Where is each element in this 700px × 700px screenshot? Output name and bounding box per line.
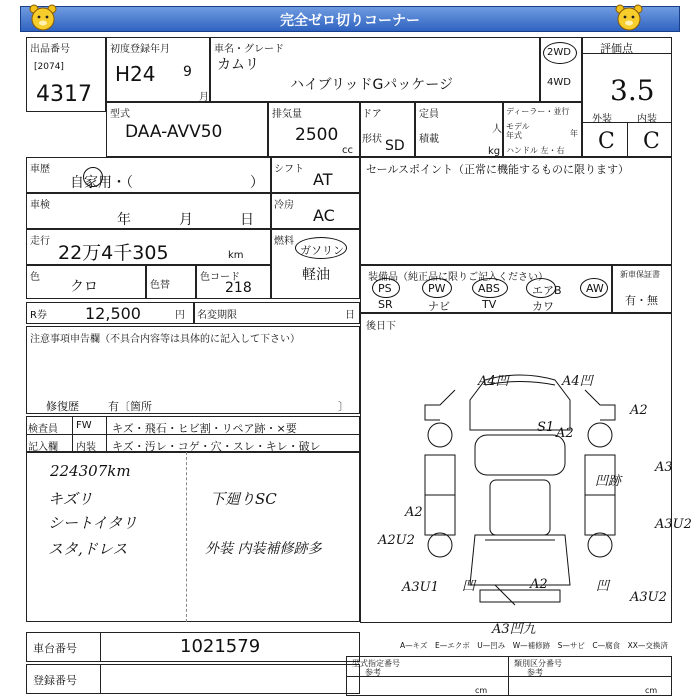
color-value: クロ (70, 279, 98, 295)
handle-label: ハンドル 左・右 (506, 146, 565, 155)
mark-a3u1-left: A3U1 (402, 580, 439, 595)
header-band (20, 6, 680, 32)
mark-a2-left: A2 (405, 505, 423, 520)
inspection-box (26, 193, 271, 229)
aircon-value: AC (313, 206, 335, 225)
mark-a2-rear: A2 (530, 577, 548, 592)
history-box (26, 157, 271, 193)
door-label: ドア (362, 109, 382, 120)
note-scratch: キズリ (48, 490, 93, 508)
note-seat: シートイタリ (48, 514, 138, 532)
mileage-value: 22万4千305 (58, 242, 169, 264)
checklist-row2-items: キズ・汚レ・コゲ・穴・スレ・キレ・破レ (112, 440, 321, 453)
shift-value: AT (313, 170, 333, 189)
inspection-label: 車検 (30, 200, 50, 211)
recycle-value: 12,500 (85, 304, 141, 323)
car-name: カムリ (217, 57, 259, 73)
score-label: 評価点 (600, 42, 633, 55)
repair-label: 修復歴 (46, 400, 79, 413)
form-ref: 参考 (365, 668, 381, 677)
mark-a3-right: A3 (655, 460, 673, 475)
color-change-label: 色替 (150, 280, 170, 291)
score-ext: C (598, 129, 615, 154)
model-label: 型式 (110, 109, 130, 120)
equip-aw: AW (586, 282, 604, 295)
notes-label: 注意事項申告欄（不具合内容等は具体的に記入して下さい） (30, 334, 300, 345)
first-reg-year: H24 (115, 62, 156, 86)
aircon-label: 冷房 (274, 200, 294, 211)
equip-navi: ナビ (428, 300, 450, 313)
displacement-unit: cc (342, 145, 353, 156)
rear-seat-label: 後日下 (366, 321, 396, 332)
model-year-label: モデル年式 (506, 122, 530, 140)
inspection-year-unit: 年 (117, 212, 131, 228)
color-label: 色 (30, 272, 40, 283)
mileage-unit: km (228, 250, 244, 261)
fuel-diesel: 軽油 (302, 267, 330, 283)
shift-label: シフト (274, 164, 304, 175)
warranty-label: 新車保証書 (620, 270, 660, 279)
checklist-row1-items: キズ・飛石・ヒビ割・リペア跡・×要 (112, 422, 297, 435)
chassis-value: 1021579 (180, 636, 261, 657)
repair-close: 〕 (338, 400, 349, 413)
capacity-label: 定員 (419, 109, 439, 120)
equip-aw-circle (580, 278, 608, 298)
fuel-gasoline: ガソリン (300, 244, 344, 257)
first-reg-label: 初度登録年月 (110, 44, 170, 55)
model-year-unit: 年 (570, 129, 578, 138)
car-name-label: 車名・グレード (214, 44, 284, 55)
score-int-label: 内装 (637, 114, 657, 125)
header-title: 完全ゼロ切りコーナー (280, 13, 420, 29)
mark-dent-right: 凹跡 (595, 474, 622, 489)
score-value: 3.5 (610, 74, 655, 107)
fuel-label: 燃料 (274, 236, 294, 247)
note-repairs: 外装 内装補修跡多 (205, 541, 322, 557)
equip-pw: PW (428, 282, 446, 295)
equip-ps-circle (372, 278, 400, 298)
mark-a2u2-left: A2U2 (378, 533, 415, 548)
drive-2wd: 2WD (547, 47, 571, 58)
class-label: 類別区分番号 (514, 659, 562, 668)
name-change-unit: 日 (345, 310, 355, 321)
inspection-day-unit: 日 (240, 212, 254, 228)
warranty-value: 有・無 (625, 294, 658, 307)
form-label: 型式指定番号 (352, 659, 400, 668)
checklist-row1-label: 検査員 (28, 424, 58, 435)
form-cm: cm (475, 686, 488, 695)
load-label: 積載 (419, 134, 439, 145)
mark-a2-front-right: A2 (630, 403, 648, 418)
sales-label: セールスポイント（正常に機能するものに限ります） (366, 163, 630, 176)
lot-sub-number: [2074] (34, 62, 64, 72)
dealer-label: ディーラー・並行 (506, 107, 570, 116)
mascot-bear-icon (614, 3, 644, 33)
equip-sr: SR (378, 298, 393, 311)
displacement-label: 排気量 (272, 109, 302, 120)
capacity-unit: 人 (492, 124, 502, 135)
mark-a3u2-right: A3U2 (655, 517, 692, 532)
history-label: 車歴 (30, 164, 50, 175)
score-ext-label: 外装 (592, 114, 612, 125)
door-shape-label: 形状 (362, 134, 382, 145)
checklist-row2-tag: 内装 (76, 442, 96, 453)
equip-leather: カワ (532, 300, 554, 313)
mark-dent-rear-left: 凹 (462, 579, 476, 594)
chassis-label: 車台番号 (33, 642, 77, 655)
model-value: DAA-AVV50 (125, 122, 223, 142)
note-mileage: 224307km (50, 462, 131, 480)
equipment-label: 装備品（純正品に限りご記入ください） (368, 272, 548, 283)
displacement-value: 2500 (295, 125, 339, 145)
equip-airbag-circle (526, 278, 556, 298)
lot-label: 出品番号 (30, 44, 70, 55)
mark-a2-roof: A2 (556, 426, 574, 441)
equip-airbag: エアB (532, 284, 562, 297)
equip-tv: TV (482, 298, 497, 311)
class-ref: 参考 (527, 668, 543, 677)
door-shape: SD (385, 138, 405, 154)
drive-4wd: 4WD (547, 77, 571, 88)
checklist-row2-label: 記入欄 (28, 442, 58, 453)
color-code-label: 色コード (200, 272, 240, 283)
class-cm: cm (645, 686, 658, 695)
load-unit: kg (488, 146, 501, 157)
mileage-label: 走行 (30, 236, 50, 247)
mascot-bear-icon (28, 3, 58, 33)
name-change-label: 名変期限 (197, 310, 237, 321)
note-stain: スタ,ドレス (48, 540, 128, 558)
equip-ps: PS (378, 282, 392, 295)
mark-a4-front-left: A4凹 (478, 374, 509, 389)
lot-number: 4317 (36, 82, 92, 107)
score-int: C (643, 129, 660, 154)
mark-dent-rear-right: 凹 (596, 579, 610, 594)
mark-s1: S1 (537, 420, 555, 435)
registration-label: 登録番号 (33, 674, 77, 687)
equip-abs-circle (472, 278, 508, 298)
repair-value: 有〔箇所 (108, 400, 152, 413)
legend-text: A—キズ E—エクボ U—凹み W—補修跡 S—サビ C—腐食 XX—交換済 (400, 641, 668, 650)
equip-abs: ABS (478, 282, 500, 295)
history-value: 自家用・（ (70, 175, 133, 191)
note-underbody: 下廻りSC (210, 490, 277, 508)
equip-pw-circle (422, 278, 452, 298)
mark-a4-front-right: A4凹 (562, 374, 593, 389)
mark-a3-rear-bumper: A3凹九 (492, 622, 536, 637)
color-code: 218 (225, 280, 252, 296)
first-reg-month: 9 (183, 64, 192, 80)
history-close: ） (250, 175, 264, 191)
inspection-month-unit: 月 (179, 212, 193, 228)
checklist-row1-tag: FW (76, 420, 92, 431)
recycle-unit: 円 (175, 310, 185, 321)
mark-a3u2-rear-right: A3U2 (630, 590, 667, 605)
history-circle (83, 167, 103, 187)
recycle-label: R券 (30, 310, 47, 321)
first-reg-month-unit: 月 (199, 92, 209, 103)
car-grade: ハイブリッドGパッケージ (290, 77, 454, 93)
